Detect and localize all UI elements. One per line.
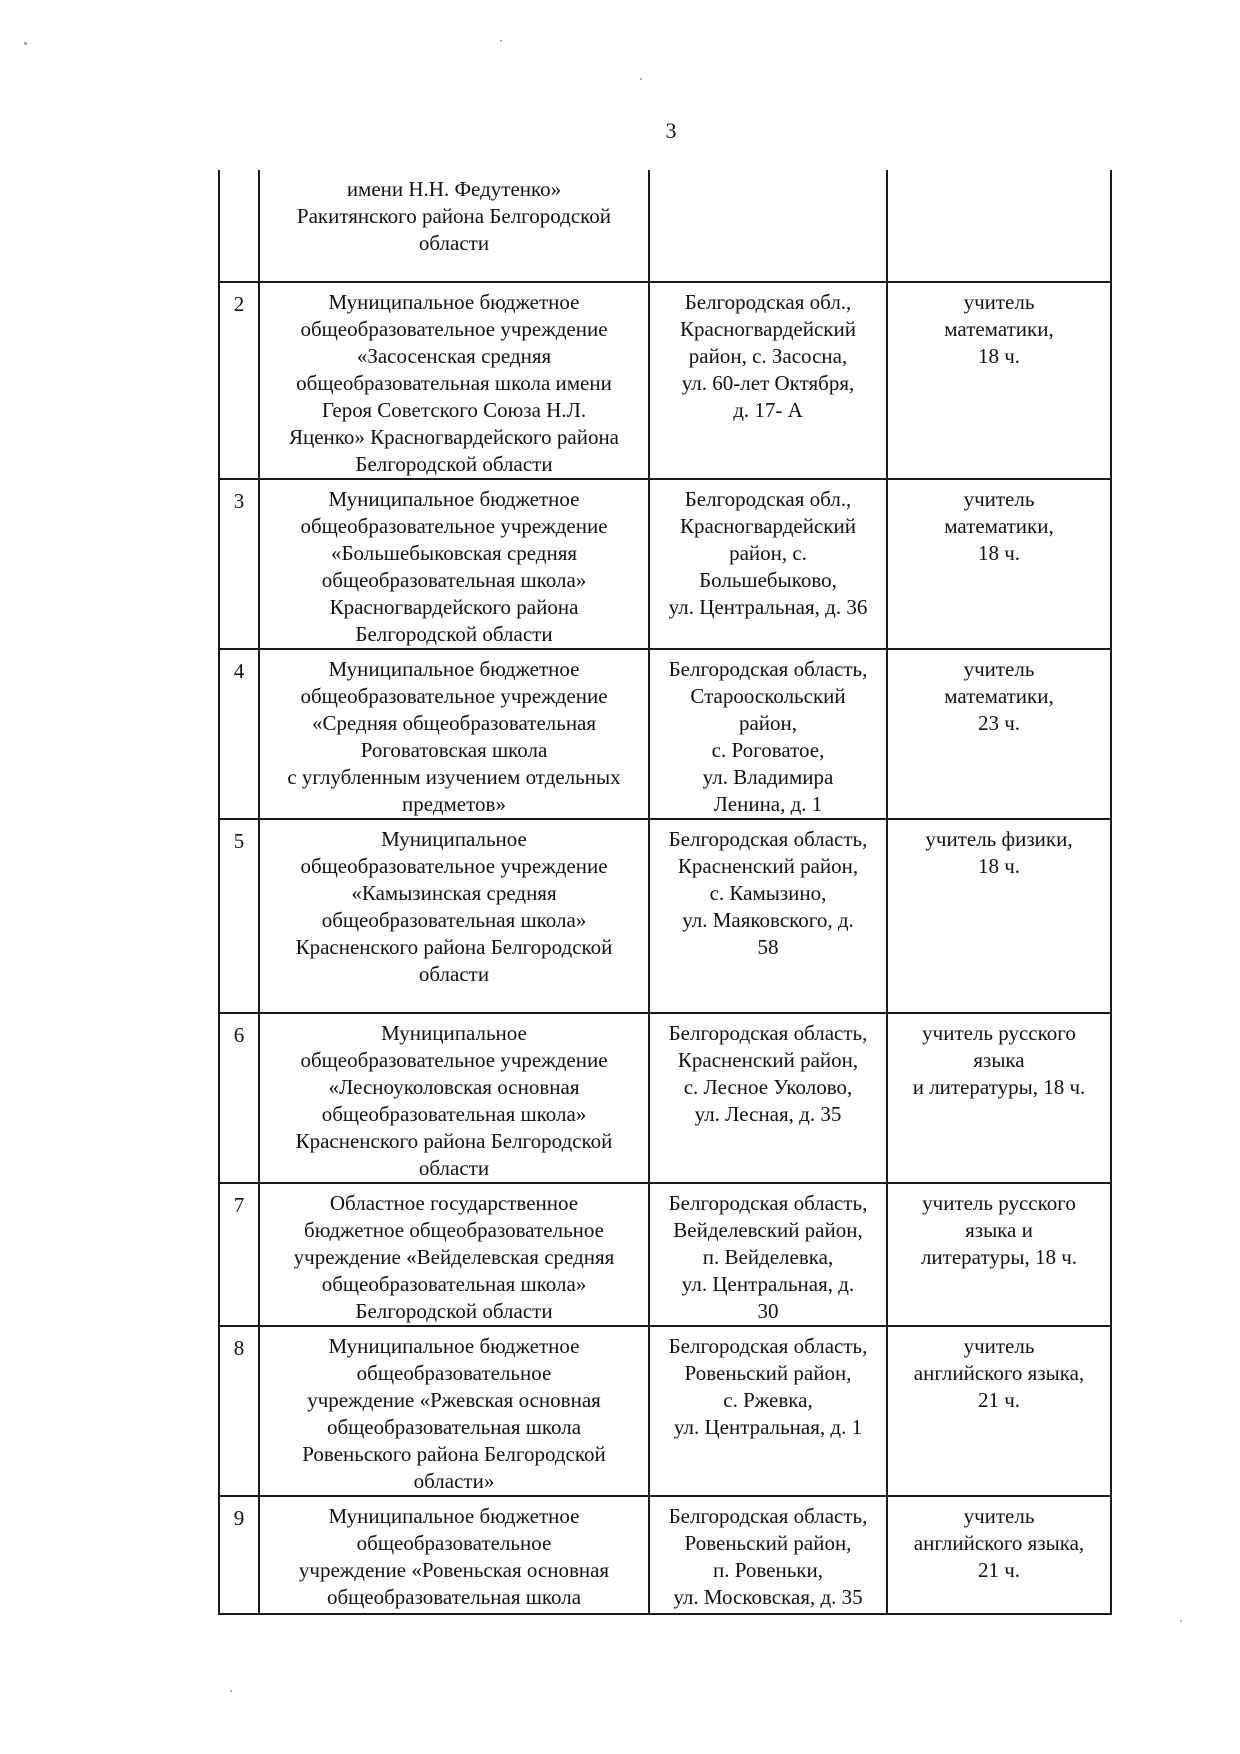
institution-name-line: области [418,1156,490,1180]
institution-name-line: Муниципальное бюджетное [328,657,580,681]
institution-address-cell [649,1326,887,1496]
row-number [219,170,259,282]
table-row [219,1496,1111,1614]
institution-address-line: Белгородская область, [668,1021,868,1045]
vacancy-position-line: английского языка, [913,1531,1085,1555]
institution-address-cell [649,819,887,1013]
vacancy-position-line: 18 ч. [977,854,1021,878]
institution-address-line: Вейделевский район, [673,1218,863,1242]
institution-name-cell [259,170,649,282]
institution-address-line: ул. Центральная, д. 36 [668,595,868,619]
vacancy-position-line: учитель [963,1504,1035,1528]
institution-name-line: общеобразовательная школа» [321,908,587,932]
vacancy-position-cell [887,282,1111,479]
institution-address-line: ул. Центральная, д. 1 [673,1415,863,1439]
vacancy-position-cell [887,1496,1111,1614]
institution-name-line: области [418,962,490,986]
vacancy-position-cell [887,1326,1111,1496]
institution-name-line: общеобразовательная школа [326,1585,582,1609]
institution-name-line: общеобразовательная школа имени [296,371,612,395]
vacancy-position-line: 21 ч. [977,1388,1021,1412]
institution-address-line: Белгородская область, [668,1504,868,1528]
institution-name-line: с углубленным изучением отдельных [287,765,621,789]
table-row [219,170,1111,282]
row-number: 6 [219,1013,259,1183]
institution-address-line: с. Камызино, [709,881,827,905]
institution-address-line: Белгородская область, [668,1334,868,1358]
vacancy-position-line: математики, [944,684,1054,708]
institution-address-line: Красненский район, [677,1048,859,1072]
institution-address-cell [649,649,887,819]
institution-address-cell [649,170,887,282]
vacancy-position-line: учитель [963,290,1035,314]
institution-name-line: «Засосенская средняя [356,344,552,368]
institution-address-line: ул. Московская, д. 35 [673,1585,863,1609]
page-number: 3 [665,118,677,143]
institution-name-line: Муниципальное бюджетное [328,1504,580,1528]
institution-name-line: общеобразовательная школа» [321,568,587,592]
scan-speck [500,40,502,42]
institution-name-line: Яценко» Красногвардейского района [288,425,620,449]
institution-address-line: Белгородская обл., [684,487,852,511]
institution-name-cell [259,1496,649,1614]
institution-name-cell [259,1326,649,1496]
institution-address-line: ул. Лесная, д. 35 [694,1102,842,1126]
institution-address-line: Белгородская область, [668,1191,868,1215]
institution-name-cell [259,1013,649,1183]
institution-name-cell [259,649,649,819]
vacancy-position-cell [887,1013,1111,1183]
vacancy-position-cell [887,479,1111,649]
table-row [219,1326,1111,1496]
institution-name-line: Муниципальное бюджетное [328,290,580,314]
institution-name-line: учреждение «Ровеньская основная [298,1558,610,1582]
institution-name-line: «Лесноуколовская основная [328,1075,580,1099]
vacancy-position-line: учитель физики, [925,827,1073,851]
institution-address-line: район, [738,711,798,735]
institution-name-line: общеобразовательная школа» [321,1272,587,1296]
vacancy-position-line: учитель русского [922,1191,1076,1215]
institution-address-line: Белгородская область, [668,657,868,681]
institution-name-line: области» [413,1469,495,1493]
institution-address-line: 58 [757,935,779,959]
row-number: 3 [219,479,259,649]
vacancy-position-line: и литературы, 18 ч. [912,1075,1086,1099]
vacancy-position-cell [887,819,1111,1013]
institution-name-line: Героя Советского Союза Н.Л. [321,398,587,422]
institution-address-line: Красногвардейский [680,514,856,538]
institution-name-line: общеобразовательное учреждение [300,1048,608,1072]
institution-address-line: Красненский район, [677,854,859,878]
vacancy-position-line: 21 ч. [977,1558,1021,1582]
scan-speck [640,78,642,80]
vacancy-position-line: языка [973,1048,1025,1072]
institution-name-line: общеобразовательное [356,1531,552,1555]
institution-name-cell [259,819,649,1013]
institution-address-cell [649,282,887,479]
scan-speck [24,42,27,45]
institution-name-line: общеобразовательное учреждение [300,514,608,538]
institution-name-line: Муниципальное [381,1021,527,1045]
institution-name-line: Муниципальное бюджетное [328,487,580,511]
table-row [219,1013,1111,1183]
vacancy-position-line: английского языка, [913,1361,1085,1385]
institution-address-line: ул. 60-лет Октября, [681,371,855,395]
institution-name-line: Муниципальное бюджетное [328,1334,580,1358]
institution-address-line: с. Лесное Уколово, [683,1075,853,1099]
institution-name-line: Белгородской области [355,1299,553,1323]
institution-name-line: учреждение «Ржевская основная [307,1388,601,1412]
institution-name-line: «Камызинская средняя [351,881,557,905]
vacancy-position-line: языка и [965,1218,1033,1242]
institution-address-line: д. 17- А [733,398,803,422]
institution-name-line: Белгородской области [355,622,553,646]
institution-address-line: ул. Владимира [702,765,834,789]
table-row [219,479,1111,649]
row-number: 2 [219,282,259,479]
vacancy-position-line: учитель [963,1334,1035,1358]
institution-address-line: ул. Центральная, д. [681,1272,855,1296]
institution-address-line: с. Роговатое, [711,738,825,762]
scan-speck [230,1690,232,1692]
institution-address-line: Большебыково, [699,568,837,592]
scan-speck [1180,1620,1182,1622]
institution-name-cell [259,282,649,479]
row-number: 9 [219,1496,259,1614]
vacancy-position-line: 18 ч. [977,344,1021,368]
table-row [219,819,1111,1013]
row-number: 4 [219,649,259,819]
institution-name-line: общеобразовательное [356,1361,552,1385]
institution-name-cell [259,479,649,649]
institution-name-line: Красненского района Белгородской [295,1129,613,1153]
vacancy-position-line: учитель русского [922,1021,1076,1045]
institution-name-line: Белгородской области [355,452,553,476]
institution-address-line: п. Вейделевка, [702,1245,834,1269]
institution-name-cell [259,1183,649,1326]
vacancy-position-line: 23 ч. [977,711,1021,735]
row-number: 8 [219,1326,259,1496]
institution-name-line: Красненского района Белгородской [295,935,613,959]
institution-address-line: с. Ржевка, [723,1388,813,1412]
institution-name-line: учреждение «Вейделевская средняя [293,1245,615,1269]
institution-name-line: «Средняя общеобразовательная [311,711,597,735]
institution-name-line: бюджетное общеобразовательное [304,1218,604,1242]
vacancy-position-cell [887,649,1111,819]
vacancy-position-cell [887,1183,1111,1326]
row-number: 7 [219,1183,259,1326]
institution-name-line: общеобразовательное учреждение [300,854,608,878]
institution-address-line: район, с. Засосна, [688,344,848,368]
vacancy-position-cell [887,170,1111,282]
institution-address-cell [649,1496,887,1614]
vacancy-position-line: учитель [963,487,1035,511]
institution-address-line: Ровеньский район, [684,1531,852,1555]
institution-name-line: «Большебыковская средняя [330,541,578,565]
table-row [219,282,1111,479]
institution-address-line: Старооскольский [690,684,846,708]
institution-address-line: Ровеньский район, [684,1361,852,1385]
table-row [219,649,1111,819]
institution-address-line: Белгородская обл., [684,290,852,314]
institution-name-line: общеобразовательное учреждение [300,317,608,341]
vacancy-position-line: математики, [944,317,1054,341]
vacancy-position-line: математики, [944,514,1054,538]
institution-name-line: Красногвардейского района [329,595,579,619]
institution-address-cell [649,1013,887,1183]
institution-address-line: Белгородская область, [668,827,868,851]
institution-address-line: район, с. [729,541,807,565]
institution-name-line: общеобразовательное учреждение [300,684,608,708]
institution-name-line: Ровеньского района Белгородской [302,1442,606,1466]
row-number: 5 [219,819,259,1013]
institution-name-line: Ракитянского района Белгородской [296,204,612,228]
vacancy-position-line: учитель [963,657,1035,681]
institution-name-line: предметов» [402,792,506,816]
institution-address-cell [649,1183,887,1326]
institution-name-line: общеобразовательная школа [326,1415,582,1439]
institution-name-line: области [418,231,490,255]
institution-address-line: Ленина, д. 1 [713,792,823,816]
vacancy-position-line: 18 ч. [977,541,1021,565]
vacancy-table [218,170,1112,1615]
table-row [219,1183,1111,1326]
institution-name-line: Муниципальное [381,827,527,851]
institution-name-line: общеобразовательная школа» [321,1102,587,1126]
table-body [219,170,1111,1614]
institution-name-line: Областное государственное [329,1191,579,1215]
institution-address-cell [649,479,887,649]
institution-address-line: 30 [757,1299,779,1323]
institution-address-line: Красногвардейский [680,317,856,341]
institution-name-line: Роговатовская школа [360,738,548,762]
institution-address-line: ул. Маяковского, д. [682,908,854,932]
vacancy-position-line: литературы, 18 ч. [920,1245,1078,1269]
institution-name-line: имени Н.Н. Федутенко» [346,177,562,201]
institution-address-line: п. Ровеньки, [712,1558,823,1582]
